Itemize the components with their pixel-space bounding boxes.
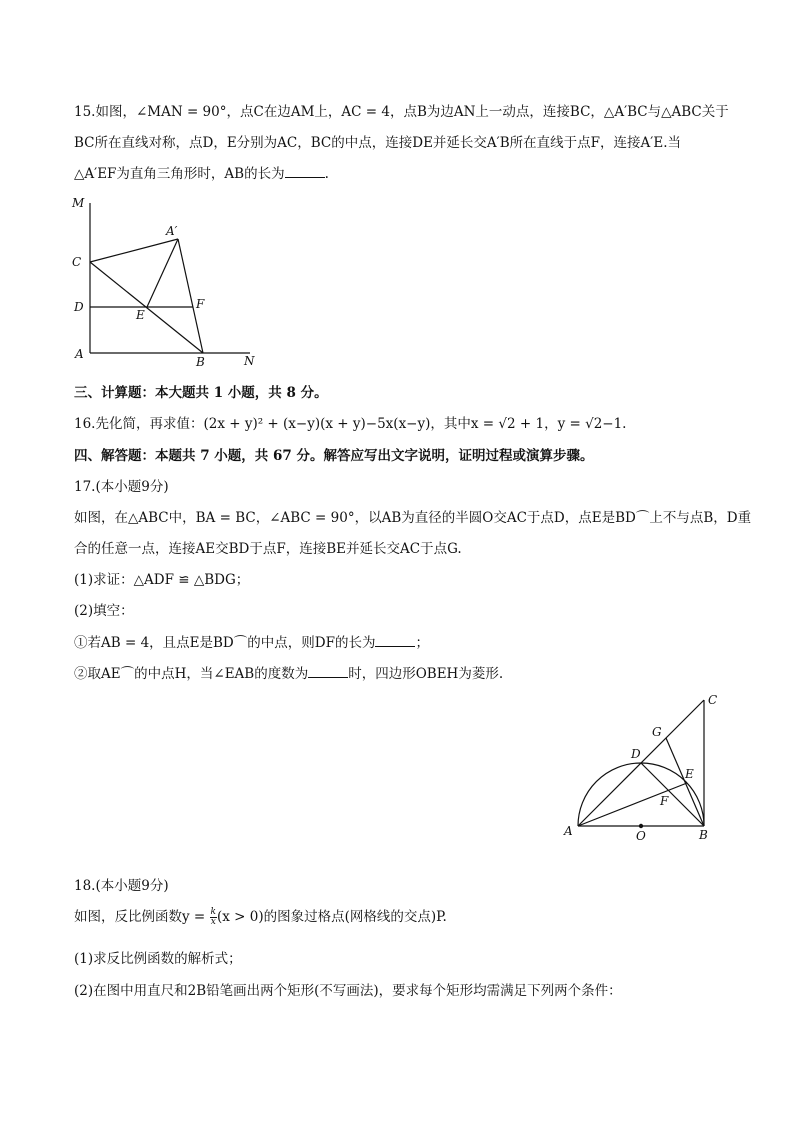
q17-line1: 如图，在△ABC中，BA = BC，∠ABC = 90°，以AB为直径的半圆O交AC于点D，点E是BD⌒上不与点B，D重 <box>74 510 752 526</box>
q15-line3-end: . <box>324 166 329 182</box>
segment-ae <box>578 783 687 826</box>
q17-part1: (1)求证：△ADF ≌ △BDG； <box>74 572 250 588</box>
label-m: M <box>72 196 85 210</box>
answer-blank <box>308 665 348 678</box>
q17-line2: 合的任意一点，连接AE交BD于点F，连接BE并延长交AC于点G. <box>74 541 462 557</box>
q15-line3-text: △A′EF为直角三角形时，AB的长为 <box>74 166 285 182</box>
q17-sub1-end: ； <box>415 635 429 651</box>
q17-sub2-text: ②取AE⌒的中点H，当∠EAB的度数为 <box>74 666 309 682</box>
section-3-heading: 三、计算题：本大题共 1 小题，共 8 分。 <box>74 385 328 401</box>
fraction-numerator: k <box>210 907 216 917</box>
q15-line2: BC所在直线对称，点D，E分别为AC，BC的中点，连接DE并延长交A′B所在直线于点F，连接A′E.当 <box>74 135 681 151</box>
q18-part2: (2)在图中用直尺和2B铅笔画出两个矩形(不写画法)，要求每个矩形均需满足下列两个条件： <box>74 983 622 999</box>
segment-bd <box>641 763 704 826</box>
label-o: O <box>636 829 646 843</box>
q18-title: 18.(本小题9分) <box>74 878 169 894</box>
segment-bg <box>666 738 704 826</box>
q17-title: 17.(本小题9分) <box>74 479 169 495</box>
figure-15 <box>66 193 266 373</box>
fraction-denominator: x <box>210 917 216 927</box>
q17-sub1 <box>74 634 429 652</box>
q17-sub2-end: 时，四边形OBEH为菱形. <box>348 666 504 682</box>
label-n: N <box>244 354 255 368</box>
q16-text: 16.先化简，再求值：(2x + y)² + (x−y)(x + y)−5x(x−y)，其中x = √2 + 1，y = √2−1. <box>74 416 627 432</box>
q15-line3 <box>74 165 329 183</box>
q17-sub1-text: ①若AB = 4，且点E是BD⌒的中点，则DF的长为 <box>74 635 376 651</box>
label-a: A <box>564 824 573 838</box>
label-e: E <box>685 767 694 781</box>
label-b: B <box>196 355 205 369</box>
q17-sub2 <box>74 665 503 683</box>
segment-a-prime-e <box>147 239 178 307</box>
label-c: C <box>72 255 82 269</box>
q15-line1: 15.如图，∠MAN = 90°，点C在边AM上，AC = 4，点B为边AN上一动点，连接BC，△A′BC与△ABC关于 <box>74 104 729 120</box>
q18-line1-text: 如图，反比例函数y = <box>74 909 206 925</box>
label-e: E <box>136 308 145 322</box>
answer-blank <box>285 165 325 178</box>
point-o <box>639 824 643 828</box>
fraction-k-over-x <box>210 908 217 927</box>
label-a: A <box>75 347 84 361</box>
label-f: F <box>196 297 205 311</box>
segment-ca-prime <box>90 239 178 262</box>
section-4-heading: 四、解答题：本题共 7 小题，共 67 分。解答应写出文字说明，证明过程或演算步骤。 <box>74 448 594 464</box>
label-f: F <box>660 794 669 808</box>
figure-17 <box>560 688 730 848</box>
q18-line1-end: (x > 0)的图象过格点(网格线的交点)P. <box>217 909 447 925</box>
q18-part1: (1)求反比例函数的解析式； <box>74 951 242 967</box>
label-b: B <box>699 828 708 842</box>
label-c: C <box>708 693 718 707</box>
answer-blank <box>375 634 415 647</box>
label-d: D <box>74 300 84 314</box>
label-g: G <box>652 725 662 739</box>
label-a-prime: A′ <box>166 224 178 238</box>
label-d: D <box>631 747 641 761</box>
q18-line1 <box>74 908 447 927</box>
q17-part2: (2)填空： <box>74 603 134 619</box>
